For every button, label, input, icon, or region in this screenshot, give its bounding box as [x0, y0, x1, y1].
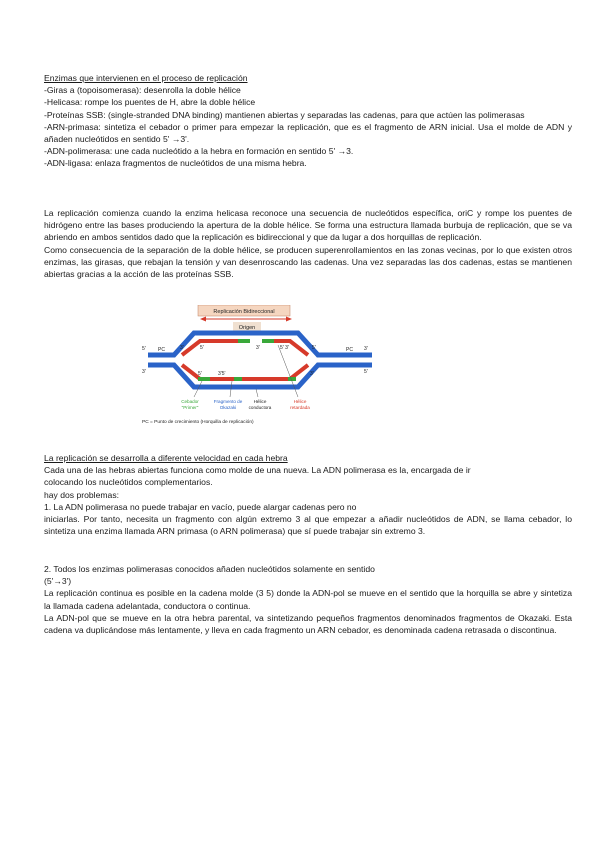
inner-label: 5' 3': [280, 345, 289, 351]
enzyme-item: -Giras a (topoisomerasa): desenrolla la doble hélice: [44, 85, 241, 96]
pc-label: PC: [158, 347, 165, 353]
enzyme-item: -Helicasa: rompe los puentes de H, abre la doble hélice: [44, 97, 256, 108]
primer-label: "Primer": [181, 405, 199, 410]
text-line: 2. Todos los enzimas polimerasas conocidos añaden nucleótidos solamente en sentido: [44, 564, 375, 574]
origin-label: Origen: [238, 325, 256, 331]
speed-section-2: [44, 563, 572, 636]
leading-label: conductora: [248, 405, 272, 410]
daughter-strand-bottom-right: [242, 365, 308, 379]
okazaki-label: Okazaki: [219, 405, 237, 410]
inner-label: 5': [200, 345, 204, 351]
enzymes-heading: Enzimas que intervienen en el proceso de replicación: [44, 73, 248, 83]
end-label: 3': [142, 369, 146, 375]
daughter-strand-top-left: [182, 341, 250, 355]
inner-label: 5': [198, 371, 202, 377]
parental-strand-top: [148, 333, 372, 355]
inner-label: 3': [310, 371, 314, 377]
leading-label: Hélice: [253, 399, 267, 404]
paragraph: Como consecuencia de la separación de la doble hélice, se producen superenrollamientos en las zonas vecinas, por lo que existen otros enzimas, las girasas, que rebajan la tensión y van desenroscando las cadenas. Una vez separadas las dos cadenas, estas se mantienen abiertas gracias a la acción de las proteínas SSB.: [44, 244, 572, 280]
arrow-left-icon: [200, 317, 206, 322]
text-line: Cada una de las hebras abiertas funciona como molde de una nueva. La ADN polimerasa es la, encargada de ir: [44, 465, 471, 476]
arrow-right-icon: [286, 317, 292, 322]
daughter-strand-bottom-left: [182, 365, 234, 379]
lagging-label: Hélice: [293, 399, 307, 404]
enzyme-item: -ADN-polimerasa: une cada nucleótido a la hebra en formación en sentido 5' →3.: [44, 146, 354, 157]
paragraph: iniciarlas. Por tanto, necesita un fragmento con algún extremo 3 al que empezar a añadir nucleótidos de ADN, se llama cebador, lo sintetiza una enzima llamada ARN primasa (o ARN polimerasa) que sí puede trabajar sin extremo 3.: [44, 514, 572, 537]
bidirectional-replication-figure: [138, 305, 384, 431]
end-label: 5': [364, 369, 368, 375]
inner-label: 3': [256, 345, 260, 351]
enzyme-item: -Proteínas SSB: (single-stranded DNA binding) mantienen abiertas y separadas las cadenas, para que actúen las polimerasas: [44, 109, 525, 120]
inner-label: 3': [180, 345, 184, 351]
speed-section: [44, 452, 572, 537]
end-label: 5': [142, 346, 146, 352]
lagging-label: retardada: [290, 405, 310, 410]
text-line: colocando los nucleótidos complementarios.: [44, 477, 213, 488]
end-label: 3': [364, 346, 368, 352]
enzyme-item: -ARN-primasa: sintetiza el cebador o primer para empezar la replicación, que es el fragmento de ARN inicial. Usa el molde de ADN y añaden nucleótidos en sentido 5' →3'.: [44, 121, 572, 145]
paragraph: La ADN-pol que se mueve en la otra hebra parental, va sintetizando pequeños fragmentos denominados fragmentos de Okazaki. Esta cadena va duplicándose más lentamente, y lleva en cada fragmento un ARN cebador, es denominada cadena retrasada o discontinua.: [44, 612, 572, 636]
paragraph: La replicación comienza cuando la enzima helicasa reconoce una secuencia de nucleótidos específica, oriC y rompe los puentes de hidrógeno entre las bases produciendo la apertura de la doble hélice. Se forma una estructura llamada burbuja de replicación, que se va abriendo en ambos sentidos dado que la replicación es bidireccional y que da lugar a dos horquillas de replicación.: [44, 208, 572, 243]
pc-label: PC: [346, 347, 353, 353]
paragraph: La replicación continua es posible en la cadena molde (3 5) donde la ADN-pol se mueve en el sentido que la horquilla se abre y sintetiza la llamada cadena adelantada, conductora o continua.: [44, 588, 572, 611]
enzymes-section: [44, 72, 572, 170]
parental-strand-bottom: [148, 365, 372, 387]
inner-label: 3'5': [218, 371, 226, 377]
replication-intro: [44, 207, 572, 280]
text-line: hay dos problemas:: [44, 489, 119, 500]
text-line: (5'→3'): [44, 576, 72, 587]
figure-title: Replicación Bidireccional: [213, 309, 275, 315]
text-line: 1. La ADN polimerasa no puede trabajar en vacío, puede alargar cadenas pero no: [44, 501, 357, 512]
inner-label: 5': [312, 345, 316, 351]
okazaki-label: Fragmento de: [213, 399, 243, 404]
primer-label: Cebador: [181, 399, 199, 404]
figure-caption: PC = Punto de crecimiento (Horquilla de replicación): [142, 420, 254, 425]
enzyme-item: -ADN-ligasa: enlaza fragmentos de nucleótidos de una misma hebra.: [44, 158, 307, 169]
speed-heading: La replicación se desarrolla a diferente velocidad en cada hebra: [44, 453, 288, 463]
